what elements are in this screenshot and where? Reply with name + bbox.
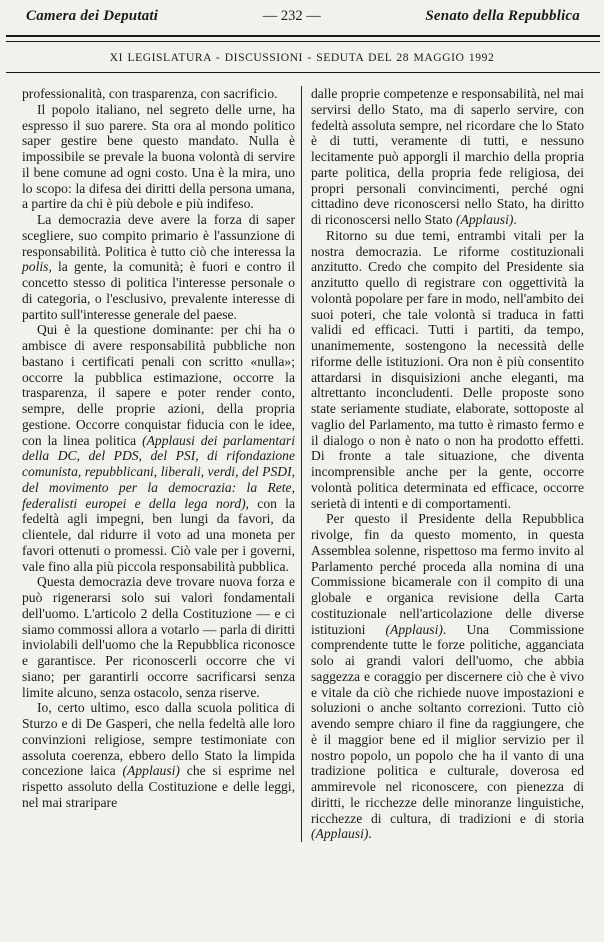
- stage-direction-text: (Applausi): [385, 621, 443, 637]
- double-rule: [6, 35, 600, 42]
- body-text: . Una Commissione comprendente tutte le forze politiche, agganciata solo ai grandi valori dell'uomo, che abbia saggezza e coraggio per discernere ciò che è vivo e vitale da ciò che richiede nuove impostazioni e soluzioni o anche soltanto correzioni. Tutto ciò avendo sempre chiaro il fine da raggiungere, che è il maggior bene ed il miglior servizio per il nostro popolo, un popolo che ha il vanto di una tradizione politica e culturale, doverosa ed ammirevole nel riconoscere, con pienezza di diritti, le ricchezze delle minoranze linguistiche, ricchezze di cultura, di tradizioni e di storia: [311, 621, 584, 826]
- chamber-left-title: Camera dei Deputati: [26, 8, 159, 24]
- chamber-right-title: Senato della Repubblica: [425, 8, 580, 24]
- body-text: , la gente, la comunità; è fuori e contro il concetto stesso di politica l'interesse personale o di categoria, o l'esclusivo, prevalente interesse di partito sull'interesse generale del paese.: [22, 259, 295, 322]
- body-text: che si esprime nel rispetto assoluto della Costituzione e delle leggi, nel mai straripare: [22, 763, 295, 810]
- body-text: La democrazia deve avere la forza di saper scegliere, suo compito primario è l'assunzione di responsabilità. Politica è tutto ciò che interessa la: [22, 212, 295, 259]
- paragraph: [22, 700, 295, 810]
- stage-direction-text: (Applausi): [122, 763, 180, 779]
- text-columns: [0, 86, 604, 842]
- body-text: dalle proprie competenze e responsabilità, nel mai servirsi dello Stato, ma di saperlo servire, con fedeltà assoluta sempre, nel ricordare che lo Stato è di tutti, veramente di tutti, e nessuno lecitamente può apporgli il marchio della propria parte politica, della propria fede religiosa, dei propri personali convincimenti, perché ogni cittadino deve riconoscersi nello Stato, ha diritto di riconoscersi nello Stato: [311, 86, 584, 227]
- stage-direction-text: (Applausi): [455, 212, 514, 227]
- body-text: .: [513, 212, 517, 227]
- paragraph: [22, 574, 295, 700]
- body-text: Per questo il Presidente della Repubblica rivolge, fin da questo momento, in questa Assemblea solenne, rispettoso ma fermo invito al Parlamento perché proceda alla nomina di una Commissione bicamerale con il compito di una globale e organica revisione della Carta costituzionale nell'articolazione delle diverse istituzioni: [311, 511, 584, 637]
- body-text: Questa democrazia deve trovare nuova forza e può rigenerarsi solo sui valori fondamentali dell'uomo. L'articolo 2 della Costituzione — e ci siamo commossi allora a votarlo — parla di diritti inviolabili dell'uomo che la Repubblica riconosce e garantisce. Per riconoscerli occorre che vi siano; per garantirli occorre sacrificarsi senza limite alcuno, senza ostacolo, senza riserve.: [22, 574, 295, 700]
- paragraph: [22, 322, 295, 574]
- column-left: [22, 86, 301, 842]
- body-text: professionalità, con trasparenza, con sacrificio.: [22, 86, 278, 101]
- page-number: — 232 —: [262, 8, 321, 24]
- session-title: XI LEGISLATURA - DISCUSSIONI - SEDUTA DEL 28 MAGGIO 1992: [109, 51, 495, 64]
- body-text: , con la fedeltà agli impegni, ben lungi da favori, da clientele, dal ridurre il voto ad una moneta per favori ottenuti o promessi. Ciò vale per i governi, vale fino alla più piccola responsabilità pubblica.: [22, 495, 295, 574]
- body-text: .: [368, 826, 372, 842]
- stage-direction-text: polis: [22, 259, 49, 275]
- stage-direction-text: (Applausi): [311, 826, 369, 842]
- header-rule: [6, 72, 600, 73]
- body-text: Ritorno su due temi, entrambi vitali per la nostra democrazia. Le riforme costituzionali anzitutto. Credo che compito del Presidente sia anzitutto quello di registrare con oggettività la volontà popolare per fare in modo, nell'ambito dei suoi poteri, che tale volontà si traduca in fatti validi ed efficaci. Tutti i partiti, da tempo, unanimemente, sostengono la necessità delle riforme delle istituzioni. Ora non è più consentito attardarsi in disquisizioni anche eleganti, ma altrettanto inconcludenti. Delle proposte sono state seriamente studiate, elaborate, sottoposte al vaglio del Parlamento, ma tutto è rimasto fermo e il dialogo o non è nato o non ha prodotto effetti. Di fronte a tale situazione, che diventa incomprensible anche per la gente, occorre volontà politica determinata ed efficace, occorre serietà di intenti e di comportamenti.: [311, 227, 584, 511]
- body-text: Qui è la questione dominante: per chi ha o ambisce di avere responsabilità pubbliche non bastano i certificati penali con scritto «nulla»; occorre la pubblica estimazione, occorre la trasparenza, il sapere e poter render conto, sempre, delle proprie azioni, della propria gestione. Occorre conquistar fiducia con le idee, con la linea politica: [22, 322, 295, 448]
- stage-direction-text: (Applausi dei parlamentari della DC, del PDS, del PSI, di rifondazione comunista, repubblicani, liberali, verdi, del PSDI, del movimento per la democrazia: la Rete, federalisti europei e della lega nord): [22, 432, 295, 511]
- paragraph: [22, 86, 295, 102]
- body-text: Io, certo ultimo, esco dalla scuola politica di Sturzo e di De Gasperi, che nella fedeltà alle loro convinzioni religiose, sempre testimoniate con assoluta coerenza, ebbero dello Stato la limpida concezione laica: [22, 700, 295, 779]
- paragraph: [311, 228, 584, 512]
- masthead: [0, 8, 604, 31]
- paragraph: [311, 86, 584, 228]
- body-text: Il popolo italiano, nel segreto delle urne, ha espresso il suo parere. Sta ora al mondo politico saper gestire bene questo mandato. Nulla è impossibile se prevale la buona volontà di servire il bene comune ad ogni costo. Una è la mira, uno lo scopo: la difesa dei diritti della persona umana, a partire da chi è più debole e più indifeso.: [22, 101, 295, 212]
- paragraph: [22, 212, 295, 322]
- paragraph: [311, 511, 584, 842]
- paragraph: [22, 102, 295, 212]
- column-right: [301, 86, 584, 842]
